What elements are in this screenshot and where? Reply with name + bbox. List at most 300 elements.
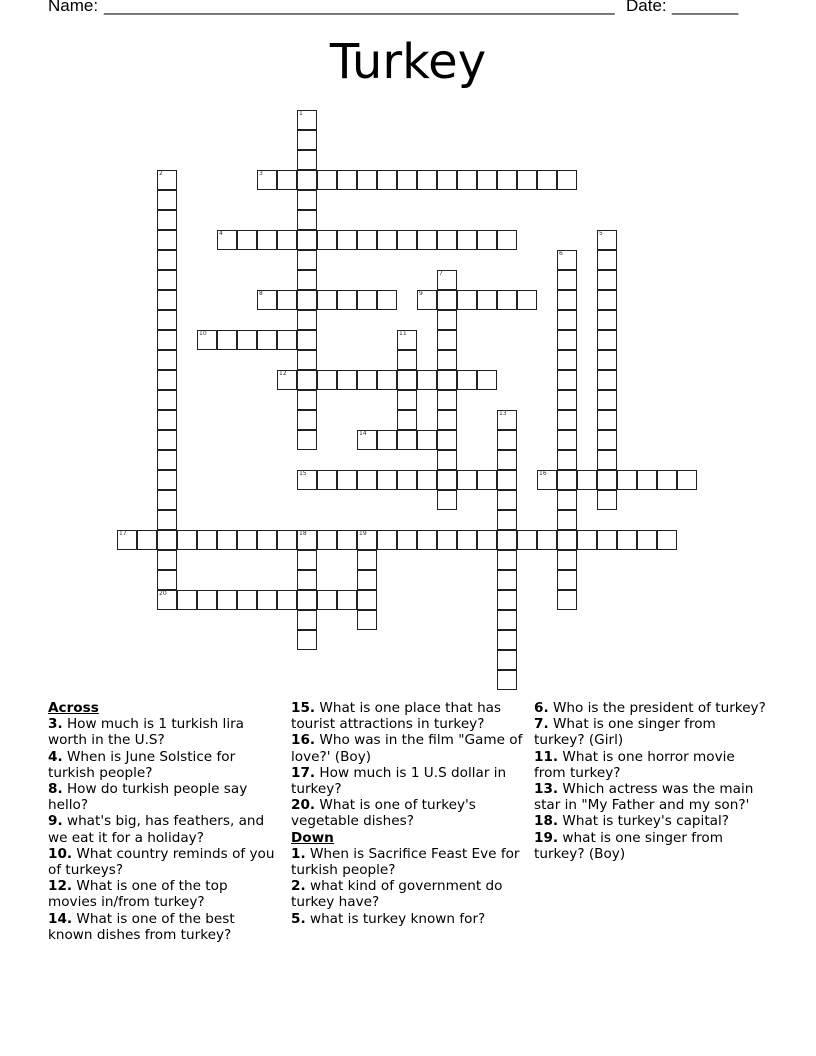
grid-cell[interactable] xyxy=(517,530,537,550)
clue-number: 19. xyxy=(534,829,559,846)
cell-number: 18 xyxy=(299,530,307,537)
clue-text: Who was in the film "Game of love?' (Boy) xyxy=(291,732,523,765)
grid-cell[interactable] xyxy=(577,530,597,550)
grid-cell[interactable] xyxy=(157,330,177,350)
grid-cell[interactable] xyxy=(497,550,517,570)
grid-cell[interactable] xyxy=(597,430,617,450)
clue-across-8 xyxy=(48,781,280,813)
grid-cell[interactable] xyxy=(597,450,617,470)
grid-cell[interactable] xyxy=(397,410,417,430)
grid-cell[interactable] xyxy=(557,570,577,590)
grid-cell[interactable] xyxy=(597,310,617,330)
grid-cell[interactable] xyxy=(497,410,517,430)
grid-cell[interactable] xyxy=(557,450,577,470)
grid-cell[interactable] xyxy=(397,530,417,550)
grid-cell[interactable] xyxy=(557,290,577,310)
clue-down-2 xyxy=(291,878,523,910)
grid-cell[interactable] xyxy=(257,530,277,550)
grid-cell[interactable] xyxy=(337,590,357,610)
grid-cell[interactable] xyxy=(557,250,577,270)
cell-number: 7 xyxy=(439,270,443,277)
grid-cell[interactable] xyxy=(297,590,317,610)
grid-cell[interactable] xyxy=(217,590,237,610)
grid-cell[interactable] xyxy=(497,470,517,490)
grid-cell[interactable] xyxy=(357,170,377,190)
clue-number: 12. xyxy=(48,878,73,895)
grid-cell[interactable] xyxy=(497,490,517,510)
grid-cell[interactable] xyxy=(497,570,517,590)
grid-cell[interactable] xyxy=(157,450,177,470)
grid-cell[interactable] xyxy=(297,230,317,250)
grid-cell[interactable] xyxy=(557,270,577,290)
grid-cell[interactable] xyxy=(597,290,617,310)
grid-cell[interactable] xyxy=(497,630,517,650)
grid-cell[interactable] xyxy=(297,630,317,650)
grid-cell[interactable] xyxy=(277,370,297,390)
clues-column-1 xyxy=(48,700,280,943)
grid-cell[interactable] xyxy=(257,230,277,250)
grid-cell[interactable] xyxy=(317,170,337,190)
grid-cell[interactable] xyxy=(557,490,577,510)
grid-cell[interactable] xyxy=(237,330,257,350)
grid-cell[interactable] xyxy=(437,450,457,470)
clue-down-7 xyxy=(534,716,770,748)
clue-down-5 xyxy=(291,911,523,927)
grid-cell[interactable] xyxy=(257,170,277,190)
clue-text: What is one horror movie from turkey? xyxy=(534,748,735,781)
grid-cell[interactable] xyxy=(357,590,377,610)
grid-cell[interactable] xyxy=(597,330,617,350)
grid-cell[interactable] xyxy=(197,330,217,350)
clue-down-6 xyxy=(534,700,770,716)
grid-cell[interactable] xyxy=(437,290,457,310)
clue-number: 14. xyxy=(48,910,73,927)
grid-cell[interactable] xyxy=(457,530,477,550)
grid-cell[interactable] xyxy=(357,430,377,450)
grid-cell[interactable] xyxy=(637,470,657,490)
grid-cell[interactable] xyxy=(277,330,297,350)
grid-cell[interactable] xyxy=(317,370,337,390)
grid-cell[interactable] xyxy=(497,430,517,450)
clue-number: 1. xyxy=(291,845,306,862)
grid-cell[interactable] xyxy=(157,230,177,250)
grid-cell[interactable] xyxy=(597,250,617,270)
clue-text: What is turkey's capital? xyxy=(558,813,729,830)
clues-column-3 xyxy=(534,700,770,862)
cell-number: 9 xyxy=(419,290,423,297)
cell-number: 3 xyxy=(259,170,263,177)
grid-cell[interactable] xyxy=(297,430,317,450)
grid-cell[interactable] xyxy=(297,530,317,550)
grid-cell[interactable] xyxy=(437,430,457,450)
grid-cell[interactable] xyxy=(277,230,297,250)
grid-cell[interactable] xyxy=(317,590,337,610)
grid-cell[interactable] xyxy=(297,150,317,170)
grid-cell[interactable] xyxy=(577,470,597,490)
clue-across-17 xyxy=(291,765,523,797)
grid-cell[interactable] xyxy=(157,550,177,570)
clue-number: 7. xyxy=(534,716,549,733)
grid-cell[interactable] xyxy=(297,570,317,590)
grid-cell[interactable] xyxy=(157,310,177,330)
clue-text: How much is 1 turkish lira worth in the U.S? xyxy=(48,716,245,749)
clue-across-9 xyxy=(48,813,280,845)
grid-cell[interactable] xyxy=(617,530,637,550)
grid-cell[interactable] xyxy=(617,470,637,490)
clue-across-14 xyxy=(48,911,280,943)
grid-cell[interactable] xyxy=(417,530,437,550)
clue-number: 9. xyxy=(48,813,63,830)
date-label: Date: xyxy=(626,0,667,15)
grid-cell[interactable] xyxy=(557,510,577,530)
grid-cell[interactable] xyxy=(237,230,257,250)
grid-cell[interactable] xyxy=(137,530,157,550)
grid-cell[interactable] xyxy=(537,170,557,190)
grid-cell[interactable] xyxy=(597,530,617,550)
clue-across-10 xyxy=(48,846,280,878)
grid-cell[interactable] xyxy=(377,530,397,550)
grid-cell[interactable] xyxy=(357,370,377,390)
grid-cell[interactable] xyxy=(157,470,177,490)
grid-cell[interactable] xyxy=(157,210,177,230)
grid-cell[interactable] xyxy=(157,530,177,550)
clue-text: Which actress was the main star in "My Father and my son?' xyxy=(534,781,754,814)
clue-text: what is one singer from turkey? (Boy) xyxy=(534,829,723,862)
grid-cell[interactable] xyxy=(297,250,317,270)
grid-cell[interactable] xyxy=(237,590,257,610)
grid-cell[interactable] xyxy=(297,170,317,190)
grid-cell[interactable] xyxy=(377,170,397,190)
across-heading: Across xyxy=(48,700,99,716)
grid-cell[interactable] xyxy=(297,270,317,290)
grid-cell[interactable] xyxy=(297,330,317,350)
grid-cell[interactable] xyxy=(437,390,457,410)
grid-cell[interactable] xyxy=(157,390,177,410)
grid-cell[interactable] xyxy=(357,550,377,570)
grid-cell[interactable] xyxy=(417,290,437,310)
grid-cell[interactable] xyxy=(497,590,517,610)
grid-cell[interactable] xyxy=(457,230,477,250)
grid-cell[interactable] xyxy=(437,170,457,190)
grid-cell[interactable] xyxy=(597,270,617,290)
grid-cell[interactable] xyxy=(377,470,397,490)
grid-cell[interactable] xyxy=(297,370,317,390)
grid-cell[interactable] xyxy=(317,470,337,490)
grid-cell[interactable] xyxy=(537,470,557,490)
cell-number: 15 xyxy=(299,470,307,477)
clue-down-19 xyxy=(534,830,770,862)
grid-cell[interactable] xyxy=(397,430,417,450)
grid-cell[interactable] xyxy=(277,590,297,610)
grid-cell[interactable] xyxy=(297,110,317,130)
grid-cell[interactable] xyxy=(337,230,357,250)
cell-number: 10 xyxy=(199,330,207,337)
grid-cell[interactable] xyxy=(457,290,477,310)
grid-cell[interactable] xyxy=(357,610,377,630)
clue-number: 15. xyxy=(291,700,316,716)
grid-cell[interactable] xyxy=(597,350,617,370)
clue-down-11 xyxy=(534,749,770,781)
grid-cell[interactable] xyxy=(557,350,577,370)
grid-cell[interactable] xyxy=(497,450,517,470)
grid-cell[interactable] xyxy=(177,590,197,610)
grid-cell[interactable] xyxy=(337,530,357,550)
grid-cell[interactable] xyxy=(457,470,477,490)
grid-cell[interactable] xyxy=(417,230,437,250)
grid-cell[interactable] xyxy=(677,470,697,490)
cell-number: 16 xyxy=(539,470,547,477)
grid-cell[interactable] xyxy=(517,290,537,310)
grid-cell[interactable] xyxy=(497,290,517,310)
cell-number: 14 xyxy=(359,430,367,437)
grid-cell[interactable] xyxy=(437,490,457,510)
grid-cell[interactable] xyxy=(437,270,457,290)
grid-cell[interactable] xyxy=(297,610,317,630)
clue-down-1 xyxy=(291,846,523,878)
grid-cell[interactable] xyxy=(437,470,457,490)
grid-cell[interactable] xyxy=(557,530,577,550)
grid-cell[interactable] xyxy=(417,170,437,190)
grid-cell[interactable] xyxy=(597,490,617,510)
clue-number: 5. xyxy=(291,910,306,927)
grid-cell[interactable] xyxy=(357,290,377,310)
grid-cell[interactable] xyxy=(157,170,177,190)
grid-cell[interactable] xyxy=(297,130,317,150)
grid-cell[interactable] xyxy=(597,390,617,410)
grid-cell[interactable] xyxy=(157,370,177,390)
grid-cell[interactable] xyxy=(417,370,437,390)
clue-text: What is one place that has tourist attractions in turkey? xyxy=(291,700,502,733)
cell-number: 19 xyxy=(359,530,367,537)
grid-cell[interactable] xyxy=(257,290,277,310)
grid-cell[interactable] xyxy=(657,530,677,550)
grid-cell[interactable] xyxy=(517,170,537,190)
name-label: Name: xyxy=(48,0,99,15)
clue-text: what's big, has feathers, and we eat it for a holiday? xyxy=(48,813,265,846)
cell-number: 11 xyxy=(399,330,407,337)
grid-cell[interactable] xyxy=(397,170,417,190)
grid-cell[interactable] xyxy=(497,230,517,250)
cell-number: 4 xyxy=(219,230,223,237)
grid-cell[interactable] xyxy=(437,310,457,330)
clue-text: How do turkish people say hello? xyxy=(48,781,248,814)
grid-cell[interactable] xyxy=(457,370,477,390)
clue-number: 18. xyxy=(534,813,559,830)
grid-cell[interactable] xyxy=(157,490,177,510)
grid-cell[interactable] xyxy=(217,230,237,250)
grid-cell[interactable] xyxy=(557,470,577,490)
grid-cell[interactable] xyxy=(157,190,177,210)
grid-cell[interactable] xyxy=(157,250,177,270)
grid-cell[interactable] xyxy=(157,290,177,310)
grid-cell[interactable] xyxy=(357,570,377,590)
grid-cell[interactable] xyxy=(237,530,257,550)
grid-cell[interactable] xyxy=(337,170,357,190)
grid-cell[interactable] xyxy=(157,350,177,370)
grid-cell[interactable] xyxy=(657,470,677,490)
grid-cell[interactable] xyxy=(597,470,617,490)
clue-across-3 xyxy=(48,716,280,748)
grid-cell[interactable] xyxy=(477,470,497,490)
grid-cell[interactable] xyxy=(337,470,357,490)
date-field[interactable]: _______ xyxy=(672,0,739,15)
grid-cell[interactable] xyxy=(497,610,517,630)
grid-cell[interactable] xyxy=(557,590,577,610)
grid-cell[interactable] xyxy=(177,530,197,550)
grid-cell[interactable] xyxy=(497,670,517,690)
grid-cell[interactable] xyxy=(437,350,457,370)
grid-cell[interactable] xyxy=(497,510,517,530)
clue-across-16 xyxy=(291,732,523,764)
grid-cell[interactable] xyxy=(297,470,317,490)
grid-cell[interactable] xyxy=(397,390,417,410)
grid-cell[interactable] xyxy=(297,210,317,230)
clue-number: 4. xyxy=(48,748,63,765)
grid-cell[interactable] xyxy=(297,410,317,430)
clue-number: 6. xyxy=(534,700,549,716)
grid-cell[interactable] xyxy=(377,290,397,310)
grid-cell[interactable] xyxy=(277,290,297,310)
grid-cell[interactable] xyxy=(357,470,377,490)
grid-cell[interactable] xyxy=(257,330,277,350)
grid-cell[interactable] xyxy=(397,330,417,350)
name-field[interactable]: ______________________________________________________ xyxy=(104,0,615,15)
grid-cell[interactable] xyxy=(197,530,217,550)
grid-cell[interactable] xyxy=(337,290,357,310)
cell-number: 13 xyxy=(499,410,507,417)
grid-cell[interactable] xyxy=(197,590,217,610)
clue-number: 20. xyxy=(291,797,316,814)
grid-cell[interactable] xyxy=(297,390,317,410)
clue-number: 17. xyxy=(291,764,316,781)
grid-cell[interactable] xyxy=(297,350,317,370)
grid-cell[interactable] xyxy=(317,290,337,310)
grid-cell[interactable] xyxy=(157,570,177,590)
grid-cell[interactable] xyxy=(557,410,577,430)
clue-across-20 xyxy=(291,797,523,829)
grid-cell[interactable] xyxy=(357,530,377,550)
grid-cell[interactable] xyxy=(397,230,417,250)
grid-cell[interactable] xyxy=(157,510,177,530)
grid-cell[interactable] xyxy=(557,330,577,350)
grid-cell[interactable] xyxy=(257,590,277,610)
grid-cell[interactable] xyxy=(397,470,417,490)
clue-text: What is one of the top movies in/from turkey? xyxy=(48,878,228,911)
grid-cell[interactable] xyxy=(297,310,317,330)
grid-cell[interactable] xyxy=(377,370,397,390)
grid-cell[interactable] xyxy=(497,650,517,670)
grid-cell[interactable] xyxy=(497,170,517,190)
grid-cell[interactable] xyxy=(297,550,317,570)
clue-text: When is June Solstice for turkish people? xyxy=(48,748,236,781)
grid-cell[interactable] xyxy=(217,530,237,550)
grid-cell[interactable] xyxy=(557,170,577,190)
grid-cell[interactable] xyxy=(457,170,477,190)
grid-cell[interactable] xyxy=(477,230,497,250)
grid-cell[interactable] xyxy=(397,350,417,370)
grid-cell[interactable] xyxy=(377,230,397,250)
clue-text: Who is the president of turkey? xyxy=(548,700,766,716)
clue-text: What is one of turkey's vegetable dishes? xyxy=(291,797,476,830)
cell-number: 17 xyxy=(119,530,127,537)
grid-cell[interactable] xyxy=(217,330,237,350)
grid-cell[interactable] xyxy=(557,310,577,330)
grid-cell[interactable] xyxy=(337,370,357,390)
grid-cell[interactable] xyxy=(157,430,177,450)
grid-cell[interactable] xyxy=(437,230,457,250)
grid-cell[interactable] xyxy=(597,410,617,430)
clue-number: 3. xyxy=(48,716,63,733)
grid-cell[interactable] xyxy=(157,590,177,610)
grid-cell[interactable] xyxy=(377,430,397,450)
grid-cell[interactable] xyxy=(597,370,617,390)
grid-cell[interactable] xyxy=(157,410,177,430)
grid-cell[interactable] xyxy=(397,370,417,390)
grid-cell[interactable] xyxy=(297,190,317,210)
grid-cell[interactable] xyxy=(277,530,297,550)
clue-text: What country reminds of you of turkeys? xyxy=(48,845,275,879)
grid-cell[interactable] xyxy=(357,230,377,250)
grid-cell[interactable] xyxy=(557,550,577,570)
cell-number: 6 xyxy=(559,250,563,257)
grid-cell[interactable] xyxy=(477,170,497,190)
clue-number: 13. xyxy=(534,781,559,798)
grid-cell[interactable] xyxy=(437,530,457,550)
cell-number: 1 xyxy=(299,110,303,117)
grid-cell[interactable] xyxy=(417,430,437,450)
clue-across-15 xyxy=(291,700,523,732)
clue-down-18 xyxy=(534,813,770,829)
grid-cell[interactable] xyxy=(437,330,457,350)
grid-cell[interactable] xyxy=(437,370,457,390)
clue-down-13 xyxy=(534,781,770,813)
clue-number: 10. xyxy=(48,845,73,862)
grid-cell[interactable] xyxy=(557,370,577,390)
page-title: Turkey xyxy=(329,34,487,90)
clue-across-4 xyxy=(48,749,280,781)
grid-cell[interactable] xyxy=(557,390,577,410)
grid-cell[interactable] xyxy=(297,290,317,310)
grid-cell[interactable] xyxy=(537,530,557,550)
grid-cell[interactable] xyxy=(317,230,337,250)
grid-cell[interactable] xyxy=(477,370,497,390)
grid-cell[interactable] xyxy=(157,270,177,290)
clue-number: 2. xyxy=(291,878,306,895)
grid-cell[interactable] xyxy=(417,470,437,490)
cell-number: 5 xyxy=(599,230,603,237)
grid-cell[interactable] xyxy=(597,230,617,250)
grid-cell[interactable] xyxy=(317,530,337,550)
grid-cell[interactable] xyxy=(477,530,497,550)
grid-cell[interactable] xyxy=(557,430,577,450)
grid-cell[interactable] xyxy=(497,530,517,550)
clue-across-12 xyxy=(48,878,280,910)
clue-text: what kind of government do turkey have? xyxy=(291,878,503,911)
grid-cell[interactable] xyxy=(277,170,297,190)
clue-number: 11. xyxy=(534,748,559,765)
grid-cell[interactable] xyxy=(637,530,657,550)
clue-number: 8. xyxy=(48,781,63,798)
down-heading: Down xyxy=(291,829,334,846)
grid-cell[interactable] xyxy=(117,530,137,550)
cell-number: 20 xyxy=(159,590,167,597)
grid-cell[interactable] xyxy=(477,290,497,310)
cell-number: 12 xyxy=(279,370,287,377)
clue-text: what is turkey known for? xyxy=(305,910,486,927)
cell-number: 8 xyxy=(259,290,263,297)
grid-cell[interactable] xyxy=(437,410,457,430)
clue-number: 16. xyxy=(291,732,316,749)
